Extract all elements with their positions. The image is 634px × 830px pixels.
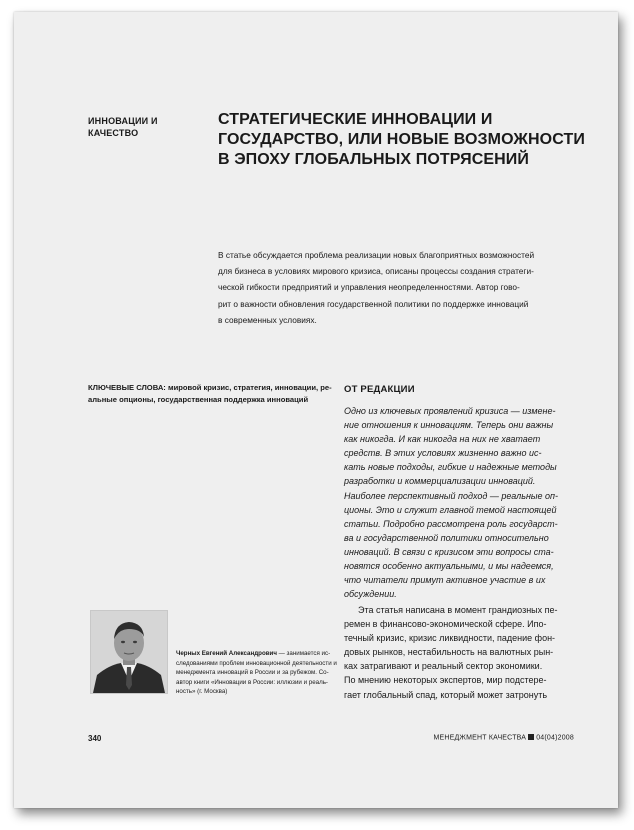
editorial-line: разработки и коммерциализации инноваций. <box>344 476 536 487</box>
editorial-line: Одно из ключевых проявлений кризиса — измене- <box>344 406 556 416</box>
author-bio-line: следованиями проблем инновационной деятельности и <box>176 659 337 667</box>
body-line: довых рынков, нестабильность на валютных рын- <box>344 647 554 658</box>
body-line: По мнению некоторых экспертов, мир подстере- <box>344 675 547 686</box>
article-body <box>344 603 594 702</box>
title-line: ГОСУДАРСТВО, ИЛИ НОВЫЕ ВОЗМОЖНОСТИ <box>218 131 585 148</box>
body-line: гает глобальный спад, который может затронуть <box>344 689 548 700</box>
section-label <box>88 115 158 139</box>
author-bio <box>176 649 336 697</box>
editorial-line: ционы. Это и служит главной темой настоящей <box>344 504 557 515</box>
editorial-body <box>344 404 594 601</box>
author-bio-text: — занимается ис- <box>276 650 331 657</box>
editorial-line: как никогда. И как никогда на них не хватает <box>344 434 541 445</box>
title-line: В ЭПОХУ ГЛОБАЛЬНЫХ ПОТРЯСЕНИЙ <box>218 151 530 168</box>
magazine-page <box>14 12 618 808</box>
square-bullet-icon <box>528 734 534 740</box>
keywords <box>88 382 338 406</box>
author-bio-line <box>176 649 336 659</box>
section-label-line: ИННОВАЦИИ И <box>88 116 158 126</box>
editorial-line: Наиболее перспективный подход — реальные оп- <box>344 490 558 501</box>
page-number: 340 <box>88 734 102 743</box>
editorial-line: кать новые подходы, гибкие и надежные методы <box>344 462 557 473</box>
abstract-line: ческой гибкости предприятий и управления неопределенностями. Автор гово- <box>218 282 520 293</box>
abstract-line: В статье обсуждается проблема реализации новых благоприятных возможностей <box>218 250 535 260</box>
body-line: ремен в финансово-экономической сфере. Ипо- <box>344 619 547 630</box>
abstract-line: рит о важности обновления государственной политики по поддержке инноваций <box>218 298 529 309</box>
abstract-line: для бизнеса в условиях мирового кризиса, описаны процессы создания стратеги- <box>218 266 534 277</box>
editorial-line: обсуждении. <box>344 589 397 600</box>
article-title <box>218 110 588 170</box>
author-name: Черных Евгений Александрович <box>176 650 277 657</box>
editorial-line: ние отношения к инновациям. Теперь они важны <box>344 420 554 431</box>
author-photo <box>90 610 168 694</box>
author-bio-line: менеджмента инноваций в России и за рубежом. Со- <box>176 669 329 676</box>
editorial-line: статьи. Подробно рассмотрена роль государст- <box>344 518 558 529</box>
journal-name: МЕНЕДЖМЕНТ КАЧЕСТВА <box>433 734 527 742</box>
author-bio-line: автор книги «Инновации в России: иллюзии и реаль- <box>176 678 328 686</box>
author-portrait-image <box>91 611 167 693</box>
keywords-line: альные опционы, государственная поддержка инноваций <box>88 395 309 404</box>
running-footer <box>433 734 574 742</box>
editorial-line: инноваций. В связи с кризисом эти вопросы ста- <box>344 546 554 557</box>
body-line: Эта статья написана в момент грандиозных пе- <box>358 605 558 615</box>
editorial-line: что читатели примут активное участие в их <box>344 575 546 586</box>
abstract-line: в современных условиях. <box>218 314 317 325</box>
editorial-heading: ОТ РЕДАКЦИИ <box>344 384 415 395</box>
issue-number: 04(04)2008 <box>536 734 574 742</box>
section-label-line: КАЧЕСТВО <box>88 128 139 138</box>
editorial-line: новятся особенно актуальными, и мы надеемся, <box>344 561 554 572</box>
body-line: течный кризис, кризис ликвидности, падение фон- <box>344 633 556 644</box>
editorial-line: ва и государственной политики относительно <box>344 532 549 543</box>
author-bio-line: ность» (г. Москва) <box>176 688 228 695</box>
keywords-line: КЛЮЧЕВЫЕ СЛОВА: мировой кризис, стратегия, инновации, ре- <box>88 383 332 392</box>
title-line: СТРАТЕГИЧЕСКИЕ ИННОВАЦИИ И <box>218 111 493 128</box>
abstract <box>218 247 598 328</box>
editorial-line: средств. В этих условиях жизненно важно ис- <box>344 448 542 459</box>
body-line: ках затрагивают и реальный сектор экономики. <box>344 661 543 672</box>
